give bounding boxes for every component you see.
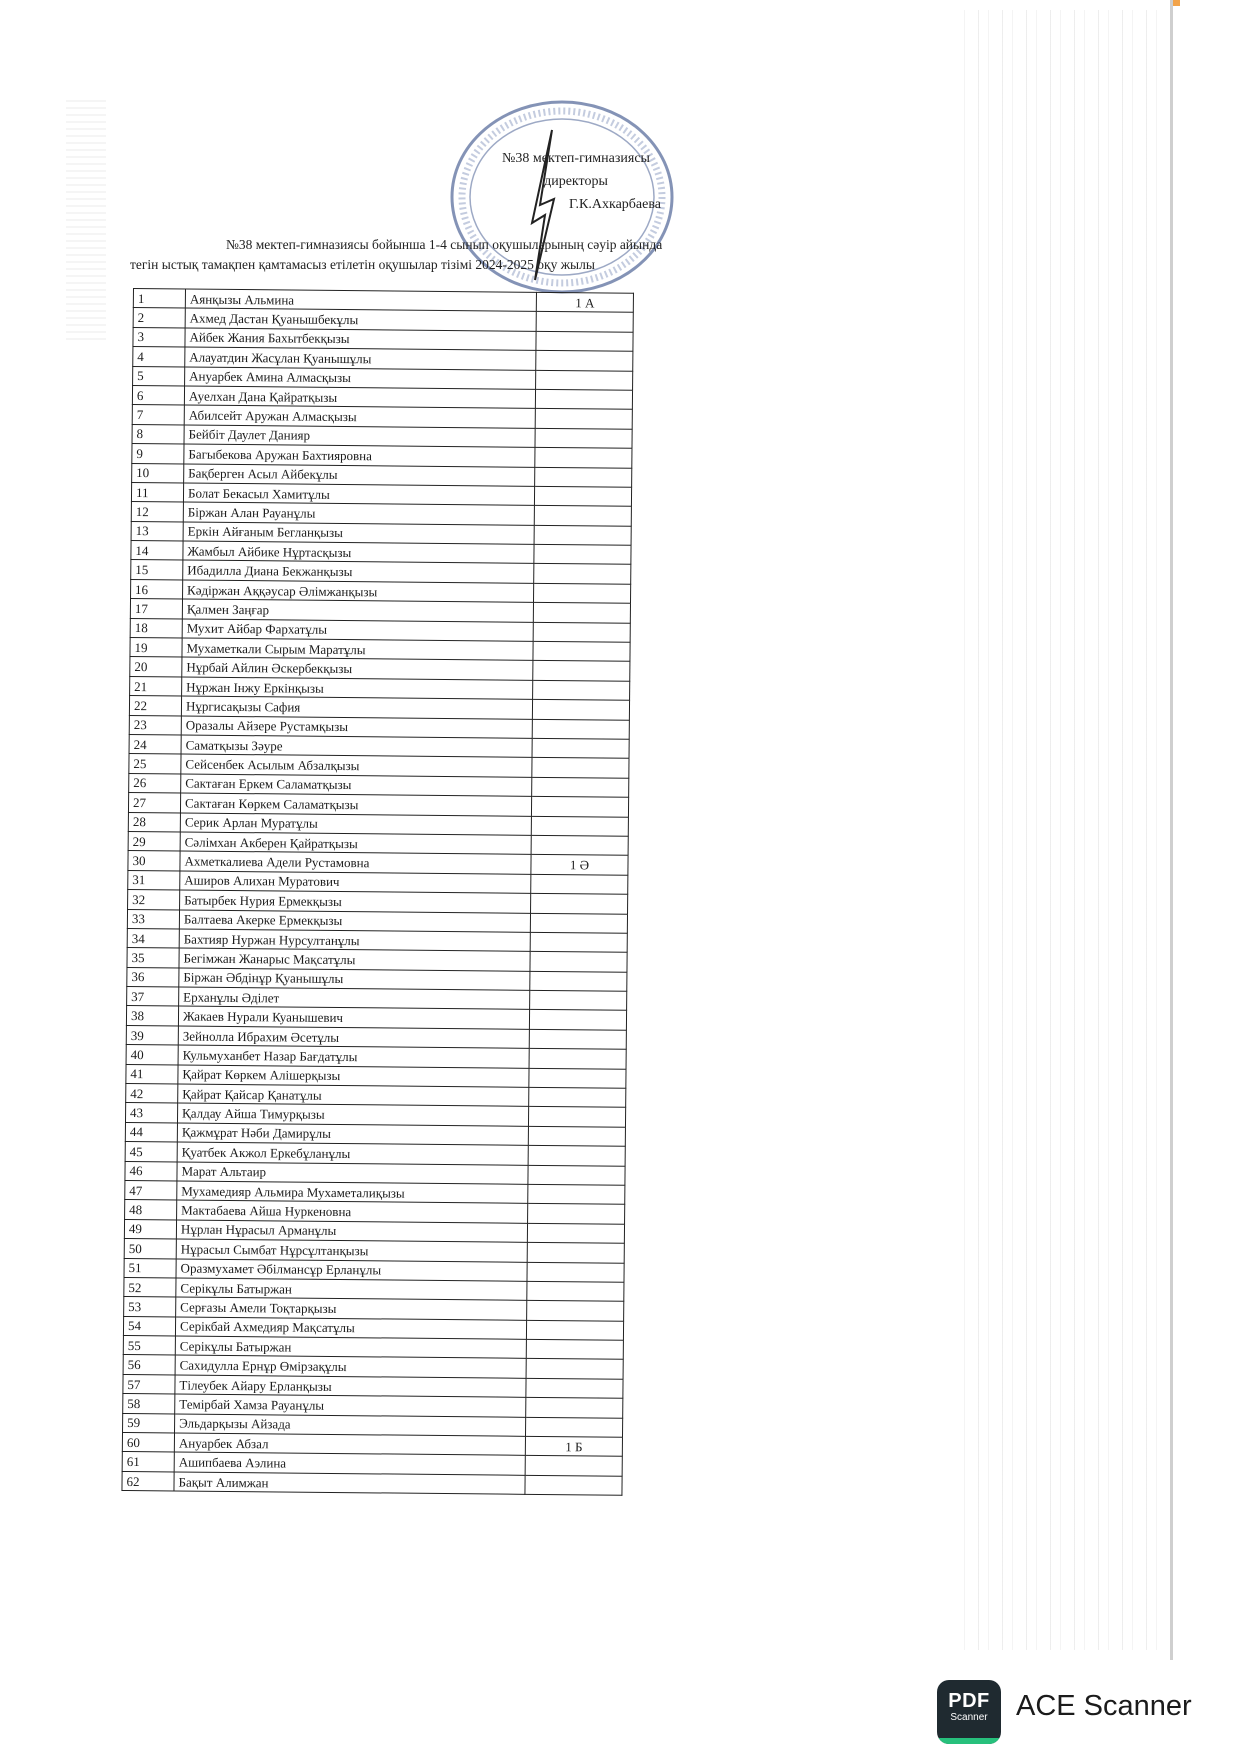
row-number: 37 <box>127 987 179 1007</box>
student-name: Айбек Жания Бахытбекқызы <box>185 328 536 351</box>
class-cell: 1 Б <box>525 1436 622 1456</box>
class-cell: 1 А <box>536 292 633 312</box>
class-cell <box>528 1126 625 1146</box>
student-name: Сахидулла Ернұр Өмірзақұлы <box>175 1355 526 1378</box>
class-cell <box>530 932 627 952</box>
student-name: Оразмухамет Әбілмансұр Ерланұлы <box>176 1258 527 1281</box>
row-number: 21 <box>130 676 182 696</box>
row-number: 59 <box>123 1413 175 1433</box>
student-name: Нұрбай Айлин Әскербекқызы <box>182 657 533 680</box>
student-name: Серғазы Амели Тоқтарқызы <box>176 1297 527 1320</box>
logo-pdf-text: PDF <box>948 1690 990 1712</box>
row-number: 24 <box>129 734 181 754</box>
class-cell: 1 Ә <box>531 855 628 875</box>
row-number: 49 <box>124 1219 176 1239</box>
row-number: 1 <box>133 289 185 309</box>
student-name: Бейбіт Даулет Данияр <box>184 425 535 448</box>
class-cell <box>533 583 630 603</box>
approval-name: Г.К.Ахкарбаева <box>569 197 661 212</box>
student-name: Нұрлан Нұрасыл Арманұлы <box>176 1220 527 1243</box>
class-cell <box>534 506 631 526</box>
row-number: 58 <box>123 1394 175 1414</box>
row-number: 46 <box>125 1161 177 1181</box>
row-number: 41 <box>126 1064 178 1084</box>
class-cell <box>531 874 628 894</box>
row-number: 22 <box>129 696 181 716</box>
class-cell <box>527 1281 624 1301</box>
row-number: 50 <box>124 1239 176 1259</box>
class-cell <box>525 1417 622 1437</box>
class-cell <box>528 1107 625 1127</box>
student-name: Кульмуханбет Назар Бағдатұлы <box>178 1045 529 1068</box>
class-cell <box>533 680 630 700</box>
student-name: Қалдау Айша Тимурқызы <box>177 1103 528 1126</box>
class-cell <box>529 1010 626 1030</box>
row-number: 57 <box>123 1374 175 1394</box>
class-cell <box>535 467 632 487</box>
student-name: Қайрат Қайсар Қанатұлы <box>178 1084 529 1107</box>
student-name: Бақыт Алимжан <box>174 1472 525 1495</box>
class-cell <box>530 971 627 991</box>
row-number: 17 <box>130 599 182 619</box>
class-cell <box>529 1087 626 1107</box>
scan-artifact-left <box>66 100 106 340</box>
class-cell <box>535 409 632 429</box>
row-number: 25 <box>129 754 181 774</box>
row-number: 51 <box>124 1258 176 1278</box>
student-name: Болат Бекасыл Хамитұлы <box>183 483 534 506</box>
student-name: Балтаева Акерке Ермекқызы <box>179 909 530 932</box>
class-cell <box>526 1378 623 1398</box>
class-cell <box>536 370 633 390</box>
student-name: Эльдарқызы Айзада <box>175 1414 526 1437</box>
student-name: Қайрат Көркем Алішерқызы <box>178 1065 529 1088</box>
class-cell <box>532 758 629 778</box>
student-name: Еркін Айғаным Бегланқызы <box>183 522 534 545</box>
logo-accent-bar <box>937 1738 1001 1744</box>
row-number: 30 <box>128 851 180 871</box>
row-number: 60 <box>122 1432 174 1452</box>
row-number: 29 <box>128 831 180 851</box>
ace-scanner-name: ACE Scanner <box>1016 1690 1192 1722</box>
class-cell <box>528 1146 625 1166</box>
row-number: 9 <box>132 444 184 464</box>
student-name: Мухамедияр Альмира Мухаметалиқызы <box>177 1181 528 1204</box>
student-name: Мактабаева Айша Нуркеновна <box>177 1200 528 1223</box>
class-cell <box>530 913 627 933</box>
row-number: 47 <box>125 1180 177 1200</box>
row-number: 40 <box>126 1045 178 1065</box>
row-number: 48 <box>125 1200 177 1220</box>
student-name: Бегімжан Жанарыс Мақсатұлы <box>179 948 530 971</box>
row-number: 32 <box>128 890 180 910</box>
student-name: Саматқызы Зәуре <box>181 735 532 758</box>
class-cell <box>527 1301 624 1321</box>
row-number: 13 <box>131 521 183 541</box>
class-cell <box>528 1184 625 1204</box>
class-cell <box>526 1339 623 1359</box>
row-number: 7 <box>132 405 184 425</box>
class-cell <box>532 700 629 720</box>
class-cell <box>531 797 628 817</box>
row-number: 8 <box>132 424 184 444</box>
student-name: Оразалы Айзере Рустамқызы <box>181 716 532 739</box>
row-number: 20 <box>130 657 182 677</box>
row-number: 5 <box>133 366 185 386</box>
class-cell <box>531 893 628 913</box>
class-cell <box>533 641 630 661</box>
row-number: 54 <box>123 1316 175 1336</box>
student-name: Сактаған Еркем Саламатқызы <box>181 774 532 797</box>
student-name: Бахтияр Нуржан Нурсултанұлы <box>179 929 530 952</box>
row-number: 27 <box>128 793 180 813</box>
class-cell <box>534 525 631 545</box>
student-name: Батырбек Нурия Ермекқызы <box>180 890 531 913</box>
student-name: Ашипбаева Аэлина <box>174 1452 525 1475</box>
class-cell <box>535 389 632 409</box>
class-cell <box>535 428 632 448</box>
row-number: 6 <box>132 385 184 405</box>
class-cell <box>534 486 631 506</box>
logo-scanner-text: Scanner <box>950 1712 988 1723</box>
student-name: Ауелхан Дана Қайратқызы <box>184 386 535 409</box>
row-number: 10 <box>132 463 184 483</box>
row-number: 35 <box>127 948 179 968</box>
class-cell <box>528 1204 625 1224</box>
student-name: Алауатдин Жасұлан Қуанышұлы <box>185 347 536 370</box>
row-number: 43 <box>125 1103 177 1123</box>
approval-role: директоры <box>544 174 608 189</box>
class-cell <box>533 603 630 623</box>
class-cell <box>525 1475 622 1495</box>
class-cell <box>534 564 631 584</box>
row-number: 44 <box>125 1122 177 1142</box>
student-name: Ахметкалиева Адели Рустамовна <box>180 851 531 874</box>
row-number: 3 <box>133 327 185 347</box>
table-row <box>122 1471 622 1495</box>
page-edge <box>1170 0 1173 1660</box>
student-name: Нұрасыл Сымбат Нұрсұлтанқызы <box>176 1239 527 1262</box>
student-name: Қажмұрат Нәби Дамирұлы <box>177 1123 528 1146</box>
row-number: 14 <box>131 541 183 561</box>
student-name: Серікбай Ахмедияр Мақсатұлы <box>175 1317 526 1340</box>
student-name: Зейнолла Ибрахим Әсетұлы <box>178 1026 529 1049</box>
row-number: 11 <box>131 482 183 502</box>
class-cell <box>530 990 627 1010</box>
class-cell <box>527 1242 624 1262</box>
row-number: 42 <box>126 1083 178 1103</box>
class-cell <box>532 719 629 739</box>
row-number: 45 <box>125 1142 177 1162</box>
student-name: Ахмед Дастан Қуанышбекұлы <box>185 308 536 331</box>
student-name: Біржан Алан Рауанұлы <box>183 502 534 525</box>
row-number: 55 <box>123 1336 175 1356</box>
student-name: Бақберген Асыл Айбекұлы <box>184 464 535 487</box>
class-cell <box>536 351 633 371</box>
class-cell <box>529 1068 626 1088</box>
student-name: Ануарбек Амина Алмасқызы <box>185 367 536 390</box>
student-name: Темірбай Хамза Рауанұлы <box>175 1394 526 1417</box>
approval-school: №38 мектеп-гимназиясы <box>502 151 650 166</box>
class-cell <box>530 952 627 972</box>
row-number: 39 <box>126 1025 178 1045</box>
student-name: Сейсенбек Асылым Абзалқызы <box>181 754 532 777</box>
class-cell <box>532 777 629 797</box>
student-name: Жамбыл Айбике Нұртасқызы <box>183 541 534 564</box>
class-cell <box>526 1320 623 1340</box>
student-name: Мухаметкали Сырым Маратұлы <box>182 638 533 661</box>
class-cell <box>536 312 633 332</box>
student-name: Серик Арлан Муратұлы <box>180 813 531 836</box>
scan-artifact <box>955 10 1165 1650</box>
student-name: Серікұлы Батыржан <box>175 1336 526 1359</box>
student-name: Ануарбек Абзал <box>174 1433 525 1456</box>
row-number: 56 <box>123 1355 175 1375</box>
row-number: 18 <box>130 618 182 638</box>
class-cell <box>533 661 630 681</box>
class-cell <box>535 447 632 467</box>
student-name: Ерханұлы Әділет <box>179 987 530 1010</box>
students-table-body <box>122 289 634 1496</box>
row-number: 23 <box>129 715 181 735</box>
row-number: 61 <box>122 1452 174 1472</box>
ace-scanner-logo <box>937 1680 1001 1744</box>
student-name: Сактаған Көркем Саламатқызы <box>180 793 531 816</box>
student-name: Тілеубек Айару Ерланқызы <box>175 1375 526 1398</box>
class-cell <box>526 1398 623 1418</box>
student-name: Нұргисақызы Сафия <box>181 696 532 719</box>
student-name: Серікұлы Батыржан <box>176 1278 527 1301</box>
class-cell <box>534 544 631 564</box>
class-cell <box>532 738 629 758</box>
class-cell <box>528 1165 625 1185</box>
row-number: 31 <box>128 870 180 890</box>
row-number: 34 <box>127 928 179 948</box>
student-name: Қуатбек Акжол Еркебұланұлы <box>177 1142 528 1165</box>
class-cell <box>536 331 633 351</box>
row-number: 62 <box>122 1471 174 1491</box>
row-number: 2 <box>133 308 185 328</box>
row-number: 12 <box>131 502 183 522</box>
title-line-1: №38 мектеп-гимназиясы бойынша 1-4 сынып оқушыларының сәуір айында <box>226 237 663 252</box>
student-name: Абилсейт Аружан Алмасқызы <box>184 405 535 428</box>
student-name: Аянқызы Альмина <box>185 289 536 312</box>
row-number: 33 <box>127 909 179 929</box>
row-number: 53 <box>124 1297 176 1317</box>
class-cell <box>527 1223 624 1243</box>
student-name: Мухит Айбар Фархатұлы <box>182 619 533 642</box>
approval-block <box>476 147 676 216</box>
student-name: Марат Альтаир <box>177 1162 528 1185</box>
student-name: Қалмен Заңғар <box>182 599 533 622</box>
student-name: Жакаев Нурали Куанышевич <box>178 1006 529 1029</box>
class-cell <box>526 1359 623 1379</box>
row-number: 26 <box>129 773 181 793</box>
class-cell <box>527 1262 624 1282</box>
row-number: 36 <box>127 967 179 987</box>
student-name: Кәдіржан Аққәусар Әлімжанқызы <box>183 580 534 603</box>
title-line-2: тегін ыстық тамақпен қамтамасыз етілетін оқушылар тізімі 2024-2025 оқу жылы <box>130 257 595 272</box>
class-cell <box>525 1456 622 1476</box>
row-number: 16 <box>131 579 183 599</box>
row-number: 15 <box>131 560 183 580</box>
student-name: Нұржан Інжу Еркінқызы <box>182 677 533 700</box>
class-cell <box>529 1049 626 1069</box>
class-cell <box>533 622 630 642</box>
row-number: 19 <box>130 638 182 658</box>
class-cell <box>529 1029 626 1049</box>
student-name: Багыбекова Аружан Бахтияровна <box>184 444 535 467</box>
document-title <box>130 235 830 275</box>
row-number: 52 <box>124 1277 176 1297</box>
students-table <box>121 288 634 1496</box>
student-name: Ибадилла Диана Бекжанқызы <box>183 560 534 583</box>
student-name: Аширов Алихан Муратович <box>180 871 531 894</box>
student-name: Біржан Әбдінұр Қуанышұлы <box>179 968 530 991</box>
class-cell <box>531 835 628 855</box>
class-cell <box>531 816 628 836</box>
student-name: Сәлімхан Акберен Қайратқызы <box>180 832 531 855</box>
row-number: 4 <box>133 347 185 367</box>
row-number: 38 <box>126 1006 178 1026</box>
row-number: 28 <box>128 812 180 832</box>
